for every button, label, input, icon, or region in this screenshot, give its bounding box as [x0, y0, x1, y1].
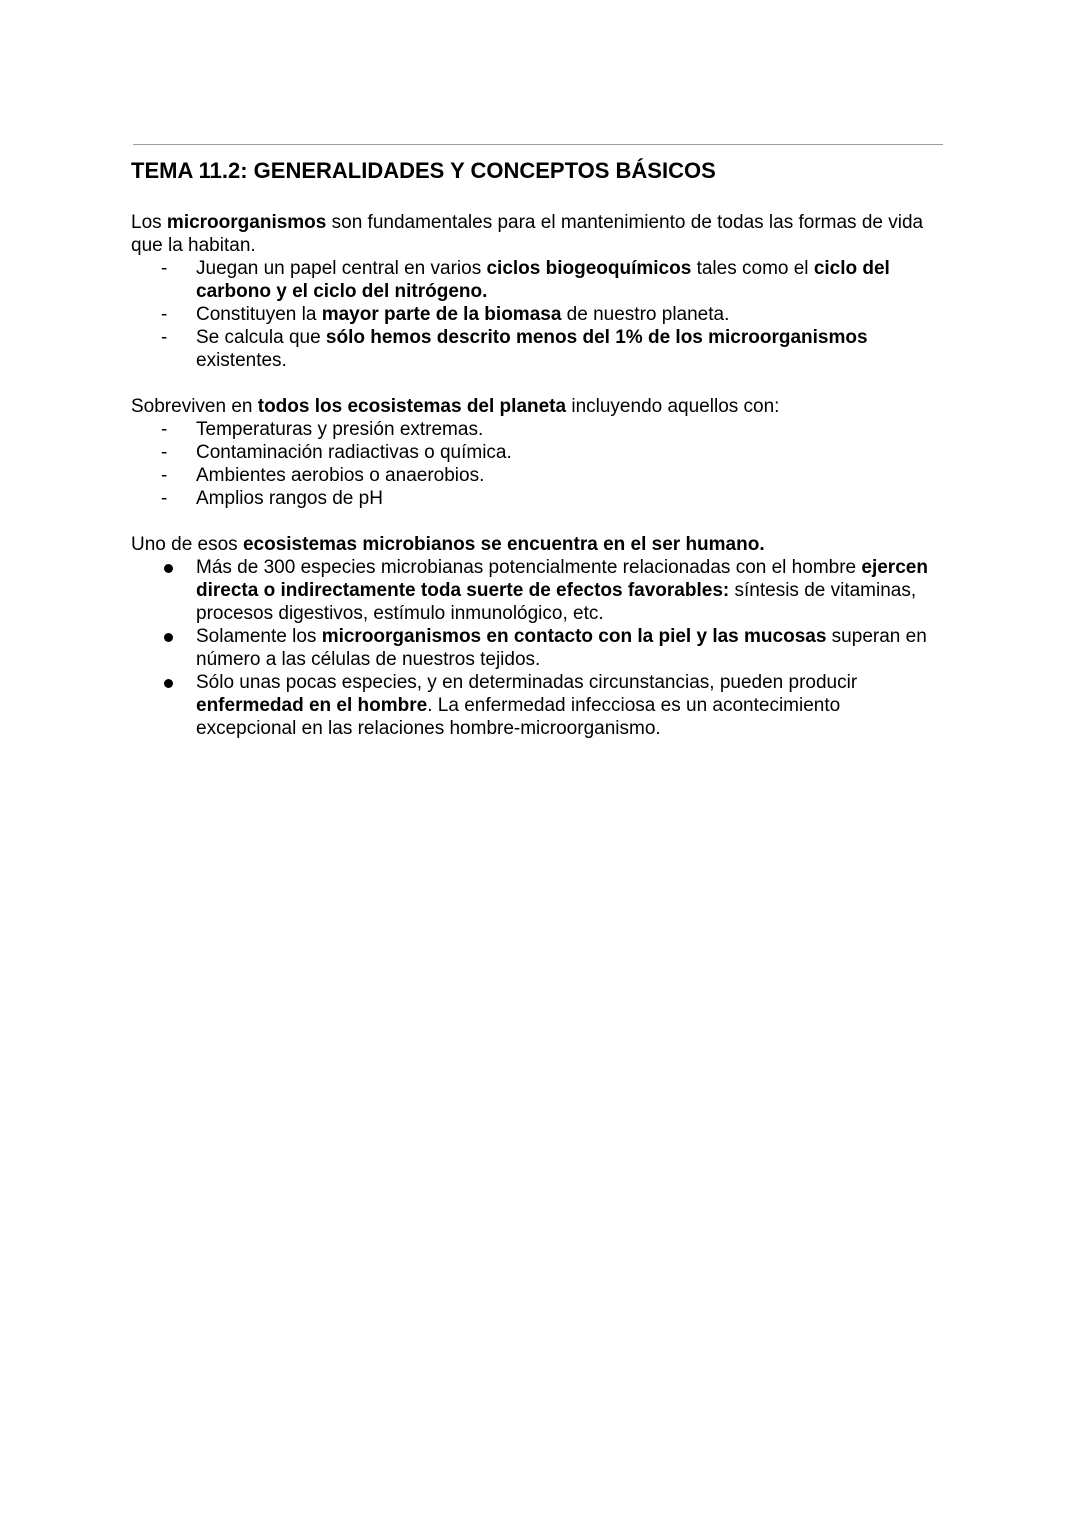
page-title: TEMA 11.2: GENERALIDADES Y CONCEPTOS BÁSICOS	[131, 158, 716, 183]
list-item	[131, 556, 943, 625]
text-run: Se calcula que	[196, 327, 326, 348]
text-run: Más de 300 especies microbianas potencialmente relacionadas con el hombre	[196, 557, 862, 578]
bullet-dot-icon	[164, 633, 173, 642]
text-run: existentes.	[196, 350, 287, 371]
text-run: Sólo unas pocas especies, y en determinadas circunstancias, pueden producir	[196, 672, 858, 693]
list-item	[131, 671, 943, 740]
text-run: síntesis de vitaminas, procesos digestivos, estímulo inmunológico, etc.	[196, 580, 917, 624]
dash-marker-icon: -	[161, 488, 168, 509]
dash-list	[131, 257, 943, 372]
dash-marker-icon: -	[161, 419, 168, 440]
list-item	[131, 257, 943, 303]
list-item	[131, 303, 943, 326]
dash-list	[131, 418, 943, 510]
text-run: Temperaturas y presión extremas.	[196, 419, 484, 440]
list-item	[131, 326, 943, 372]
list-item	[131, 464, 943, 487]
text-run: Juegan un papel central en varios	[196, 258, 487, 279]
section-intro-paragraph	[131, 211, 943, 257]
bold-text-run: ejercen directa o indirectamente toda suerte de efectos favorables:	[196, 557, 928, 601]
list-item	[131, 418, 943, 441]
text-run: Solamente los	[196, 626, 322, 647]
text-run: superan en número a las células de nuestros tejidos.	[196, 626, 927, 670]
text-run: de nuestro planeta.	[561, 304, 730, 325]
bold-text-run: mayor parte de la biomasa	[321, 304, 562, 325]
bullet-dot-icon	[164, 679, 173, 688]
dash-marker-icon: -	[161, 465, 168, 486]
dash-marker-icon: -	[161, 304, 168, 325]
section-spacer	[131, 510, 943, 533]
text-run: Ambientes aerobios o anaerobios.	[196, 465, 485, 486]
list-item	[131, 441, 943, 464]
section-intro-paragraph	[131, 533, 943, 556]
bold-text-run: todos los ecosistemas del planeta	[257, 396, 567, 417]
bullet-list	[131, 556, 943, 740]
text-run: Los	[131, 212, 167, 233]
text-run: Uno de esos	[131, 534, 243, 555]
list-item	[131, 487, 943, 510]
dash-marker-icon: -	[161, 442, 168, 463]
text-run: incluyendo aquellos con:	[566, 396, 780, 417]
section-intro-paragraph	[131, 395, 943, 418]
bold-text-run: ciclo del carbono y el ciclo del nitrógeno.	[196, 258, 890, 302]
list-item	[131, 625, 943, 671]
dash-marker-icon: -	[161, 327, 168, 348]
bullet-dot-icon	[164, 564, 173, 573]
text-run: tales como el	[691, 258, 814, 279]
text-run: Constituyen la	[196, 304, 322, 325]
bold-text-run: enfermedad en el hombre	[196, 695, 428, 716]
bold-text-run: ecosistemas microbianos se encuentra en el ser humano.	[242, 534, 765, 555]
text-run: Sobreviven en	[131, 396, 258, 417]
text-run: son fundamentales para el mantenimiento de todas las formas de vida que la habitan.	[131, 212, 924, 256]
bold-text-run: microorganismos	[166, 212, 327, 233]
horizontal-rule	[133, 144, 943, 145]
dash-marker-icon: -	[161, 258, 168, 279]
section-spacer	[131, 372, 943, 395]
bold-text-run: microorganismos en contacto con la piel y las mucosas	[321, 626, 827, 647]
text-run: Contaminación radiactivas o química.	[196, 442, 512, 463]
document-body	[131, 211, 943, 740]
text-run: . La enfermedad infecciosa es un acontecimiento excepcional en las relaciones hombre-microorganismo.	[196, 695, 841, 739]
text-run: Amplios rangos de pH	[196, 488, 383, 509]
bold-text-run: ciclos biogeoquímicos	[486, 258, 692, 279]
bold-text-run: sólo hemos descrito menos del 1% de los microorganismos	[325, 327, 868, 348]
